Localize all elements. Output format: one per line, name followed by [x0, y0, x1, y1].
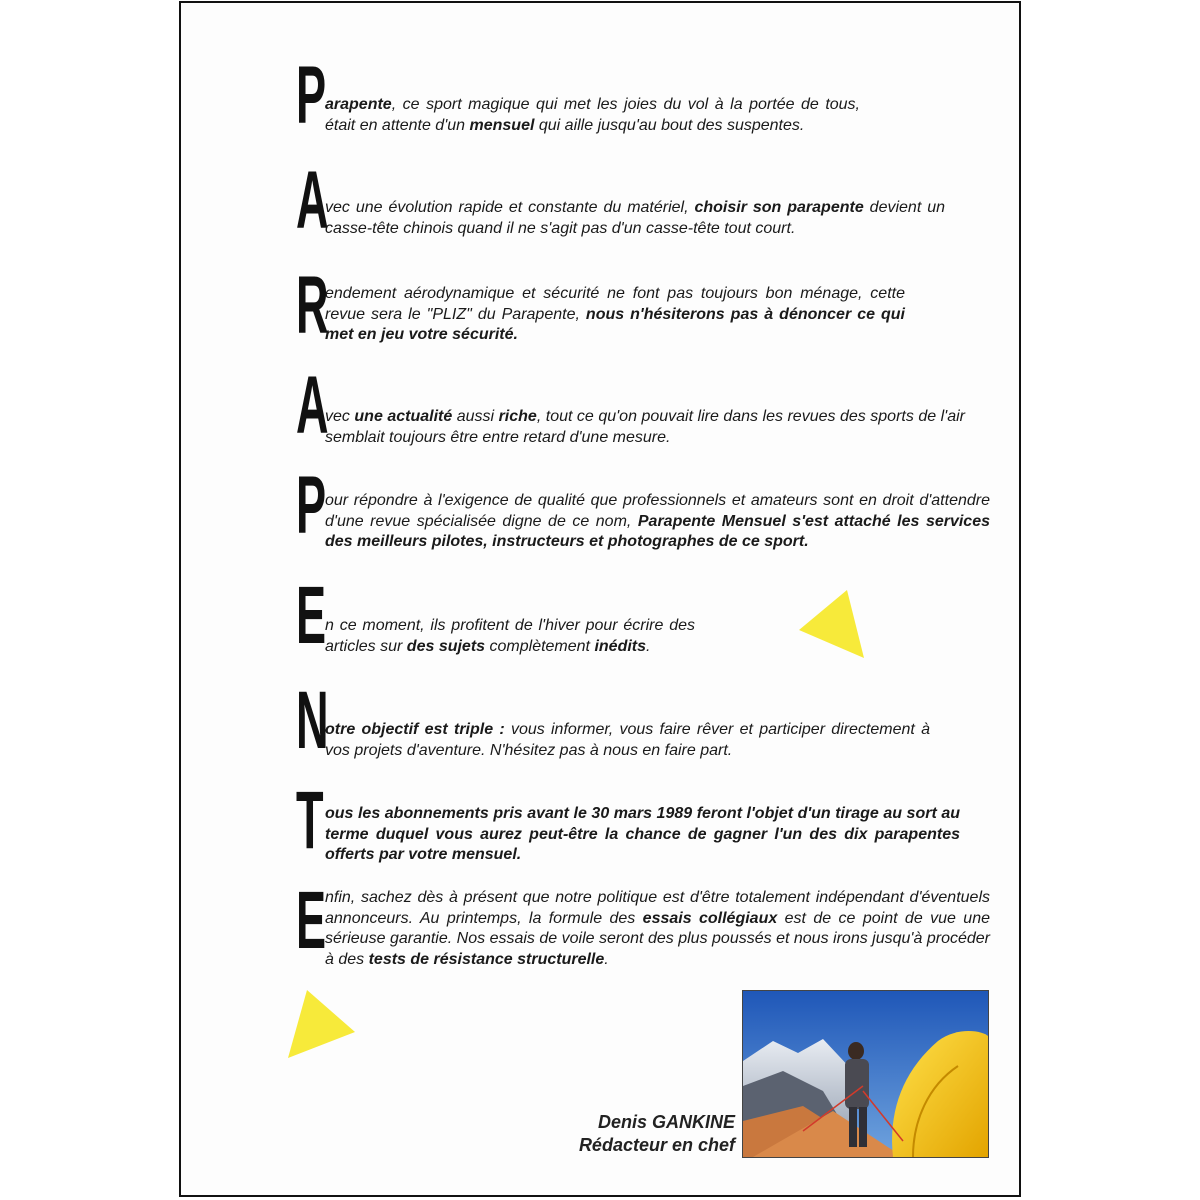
paragraph-5 — [325, 491, 990, 553]
emphasis-text: une actualité — [354, 408, 453, 425]
emphasis-text: mensuel — [469, 116, 535, 134]
initial-letter-p2: P — [296, 460, 327, 551]
body-text: . — [604, 950, 609, 968]
paragraph-1 — [325, 95, 860, 136]
emphasis-text: Parapente Mensuel s'est attaché les services des meilleurs pilotes, instructeurs et photographes de ce sport. — [325, 512, 991, 550]
emphasis-text: essais collégiaux — [642, 909, 778, 927]
initial-letter-t: T — [296, 775, 324, 866]
initial-letter-a2: A — [296, 360, 329, 451]
body-text: vec une évolution rapide et constante du matériel, — [325, 199, 695, 216]
emphasis-text: otre objectif est triple : — [325, 721, 505, 738]
body-text: qui aille jusqu'au bout des suspentes. — [534, 116, 805, 134]
paraglider-pilot-photo — [742, 990, 989, 1158]
body-text: complètement — [485, 637, 595, 655]
emphasis-text: nous n'hésiterons pas à dénoncer ce qui met en jeu votre sécurité. — [325, 305, 905, 343]
paragraph-8 — [325, 804, 960, 866]
author-name: Denis GANKINE — [597, 1112, 735, 1132]
emphasis-text: tests de résistance structurelle — [368, 950, 605, 968]
paragraph-3 — [325, 284, 905, 346]
body-text: our répondre à l'exigence de qualité que professionnels et amateurs sont en droit d'attendre d'une revue spécialisée digne de ce nom, — [325, 492, 990, 530]
body-text: endement aérodynamique et sécurité ne font pas toujours bon ménage, cette revue sera le "PLIZ" du Parapente, — [325, 285, 905, 323]
emphasis-text: choisir son parapente — [694, 199, 864, 216]
emphasis-text: des sujets — [406, 637, 486, 655]
body-text: . — [646, 637, 651, 655]
paragraph-9 — [325, 888, 990, 970]
emphasis-text: ous les abonnements pris avant le 30 mars 1989 feront l'objet d'un tirage au sort au terme duquel vous aurez peut-être la chance de gagner l'un des dix parapentes offerts par votre mensuel. — [325, 805, 960, 863]
body-text: n ce moment, ils profitent de l'hiver pour écrire des articles sur — [325, 617, 695, 655]
body-text: vous informer, vous faire rêver et participer directement à vos projets d'aventure. N'hésitez pas à nous en faire part. — [325, 721, 931, 759]
body-text: nfin, sachez dès à présent que notre politique est d'être totalement indépendant d'éventuels annonceurs. Au printemps, la formule des — [325, 889, 990, 927]
body-text: devient un casse-tête chinois quand il ne s'agit pas d'un casse-tête tout court. — [325, 199, 945, 237]
paragraph-6 — [325, 616, 695, 657]
initial-letter-p1: P — [296, 50, 327, 141]
yellow-triangle-right — [795, 588, 867, 660]
initial-letter-r: R — [296, 260, 329, 351]
initial-letter-e1: E — [296, 570, 327, 661]
author-role: Rédacteur en chef — [578, 1135, 735, 1155]
body-text: vec — [325, 408, 355, 425]
paragraph-4 — [325, 407, 965, 448]
body-text: est de ce point de vue une sérieuse garantie. Nos essais de voile seront des plus poussés et nous irons jusqu'à procéder à des — [325, 909, 990, 968]
paragraph-7 — [325, 720, 930, 761]
initial-letter-e2: E — [296, 875, 327, 966]
initial-letter-a1: A — [296, 155, 329, 246]
initial-letter-n: N — [296, 675, 329, 766]
emphasis-text: arapente — [325, 96, 392, 113]
body-text: , tout ce qu'on pouvait lire dans les revues des sports de l'air semblait toujours être entre retard d'une mesure. — [325, 408, 965, 446]
emphasis-text: riche — [498, 408, 537, 425]
emphasis-text: inédits — [594, 637, 647, 655]
body-text: , ce sport magique qui met les joies du vol à la portée de tous, était en attente d'un — [325, 96, 860, 134]
paragraph-2 — [325, 198, 945, 239]
body-text: aussi — [452, 408, 499, 425]
yellow-triangle-left — [285, 988, 360, 1060]
